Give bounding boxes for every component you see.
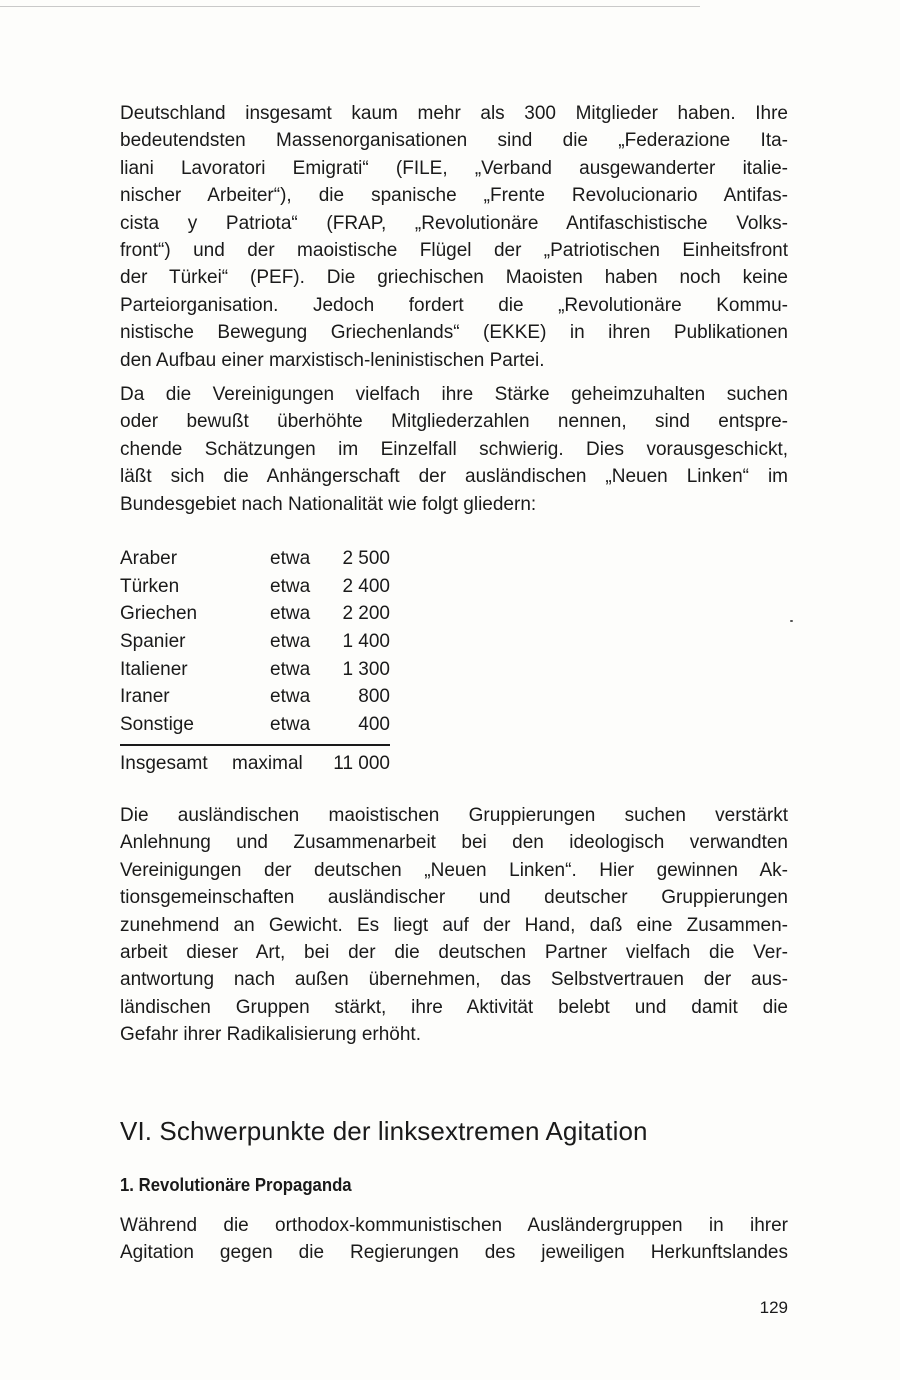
nationality-cell: Iraner	[120, 686, 170, 708]
nationality-cell: Araber	[120, 548, 178, 569]
table-row	[120, 545, 390, 573]
table-total-row	[120, 750, 390, 778]
table-row	[120, 711, 390, 739]
qualifier-cell: etwa	[270, 631, 311, 653]
nationality-cell: Türken	[120, 575, 180, 597]
text-line: Vereinigungen der deutschen „Neuen Linken“. Hier gewinnen Ak-	[120, 859, 788, 881]
count-cell: 2 500	[342, 548, 390, 569]
paragraph-cooperation	[120, 802, 788, 1049]
paragraph-political-organisations	[120, 100, 788, 374]
text-line: Bundesgebiet nach Nationalität wie folgt gliedern:	[120, 493, 537, 515]
chapter-heading: VI. Schwerpunkte der linksextremen Agitation	[120, 1116, 648, 1146]
table-sum-rule	[120, 744, 390, 746]
nationality-cell: Italiener	[120, 658, 188, 680]
qualifier-cell: etwa	[270, 686, 311, 708]
scan-speck	[790, 620, 793, 622]
text-line: läßt sich die Anhängerschaft der ausländischen „Neuen Linken“ im	[120, 466, 788, 488]
count-cell: 1 400	[342, 631, 390, 653]
qualifier-cell: etwa	[270, 658, 311, 680]
text-line: arbeit dieser Art, bei der die deutschen Partner vielfach die Ver-	[120, 941, 788, 963]
table-row	[120, 573, 390, 601]
text-line: cista y Patriota“ (FRAP, „Revolutionäre Antifaschistische Volks-	[120, 212, 788, 234]
qualifier-cell: etwa	[270, 603, 311, 625]
nationality-cell: Spanier	[120, 631, 186, 653]
text-line: liani Lavoratori Emigrati“ (FILE, „Verband ausgewanderter italie-	[120, 157, 788, 179]
text-line: Deutschland insgesamt kaum mehr als 300 Mitglieder haben. Ihre	[120, 103, 788, 124]
text-line: zunehmend an Gewicht. Es liegt auf der Hand, daß eine Zusammen-	[120, 914, 788, 936]
text-line: front“) und der maoistische Flügel der „Patriotischen Einheitsfront	[120, 239, 788, 261]
text-line: der Türkei“ (PEF). Die griechischen Maoisten haben noch keine	[120, 267, 788, 289]
scan-edge-line	[0, 6, 700, 7]
count-cell: 2 200	[342, 603, 390, 625]
text-line: nischer Arbeiter“), die spanische „Frente Revolucionario Antifas-	[120, 185, 788, 207]
text-line: Während die orthodox-kommunistischen Ausländergruppen in ihrer	[120, 1215, 788, 1236]
paragraph-estimates-intro	[120, 381, 788, 518]
text-line: oder bewußt überhöhte Mitgliederzahlen nennen, sind entspre-	[120, 411, 788, 433]
table-row	[120, 628, 390, 656]
text-line: ländischen Gruppen stärkt, ihre Aktivität belebt und damit die	[120, 996, 788, 1018]
page-number: 129	[759, 1298, 788, 1317]
text-line: nistische Bewegung Griechenlands“ (EKKE) in ihren Publikationen	[120, 322, 788, 344]
table-row	[120, 656, 390, 684]
total-label: Insgesamt	[120, 753, 208, 774]
text-line: Gefahr ihrer Radikalisierung erhöht.	[120, 1024, 421, 1046]
qualifier-cell: etwa	[270, 548, 311, 569]
paragraph-propaganda	[120, 1212, 788, 1267]
qualifier-cell: etwa	[270, 714, 311, 736]
text-line: antwortung nach außen übernehmen, das Selbstvertrauen der aus-	[120, 969, 788, 991]
total-count: 11 000	[333, 753, 390, 774]
table-row	[120, 683, 390, 711]
text-line: Agitation gegen die Regierungen des jeweiligen Herkunftslandes	[120, 1242, 788, 1264]
text-line: chende Schätzungen im Einzelfall schwierig. Dies vorausgeschickt,	[120, 438, 788, 460]
nationality-cell: Sonstige	[120, 714, 194, 736]
membership-table	[120, 545, 390, 739]
count-cell: 800	[358, 686, 390, 708]
text-line: Da die Vereinigungen vielfach ihre Stärke geheimzuhalten suchen	[120, 384, 788, 405]
count-cell: 400	[358, 714, 390, 736]
count-cell: 1 300	[342, 658, 390, 680]
table-row	[120, 600, 390, 628]
text-line: bedeutendsten Massenorganisationen sind die „Federazione Ita-	[120, 130, 788, 152]
count-cell: 2 400	[342, 575, 390, 597]
text-line: Die ausländischen maoistischen Gruppierungen suchen verstärkt	[120, 805, 788, 826]
text-line: Parteiorganisation. Jedoch fordert die „Revolutionäre Kommu-	[120, 294, 788, 316]
qualifier-cell: etwa	[270, 575, 311, 597]
text-line: tionsgemeinschaften ausländischer und deutscher Gruppierungen	[120, 887, 788, 909]
text-line: Anlehnung und Zusammenarbeit bei den ideologisch verwandten	[120, 832, 788, 854]
section-heading: 1. Revolutionäre Propaganda	[120, 1175, 352, 1195]
nationality-cell: Griechen	[120, 603, 198, 625]
total-qualifier: maximal	[232, 753, 303, 774]
text-line: den Aufbau einer marxistisch-leninistischen Partei.	[120, 349, 545, 371]
